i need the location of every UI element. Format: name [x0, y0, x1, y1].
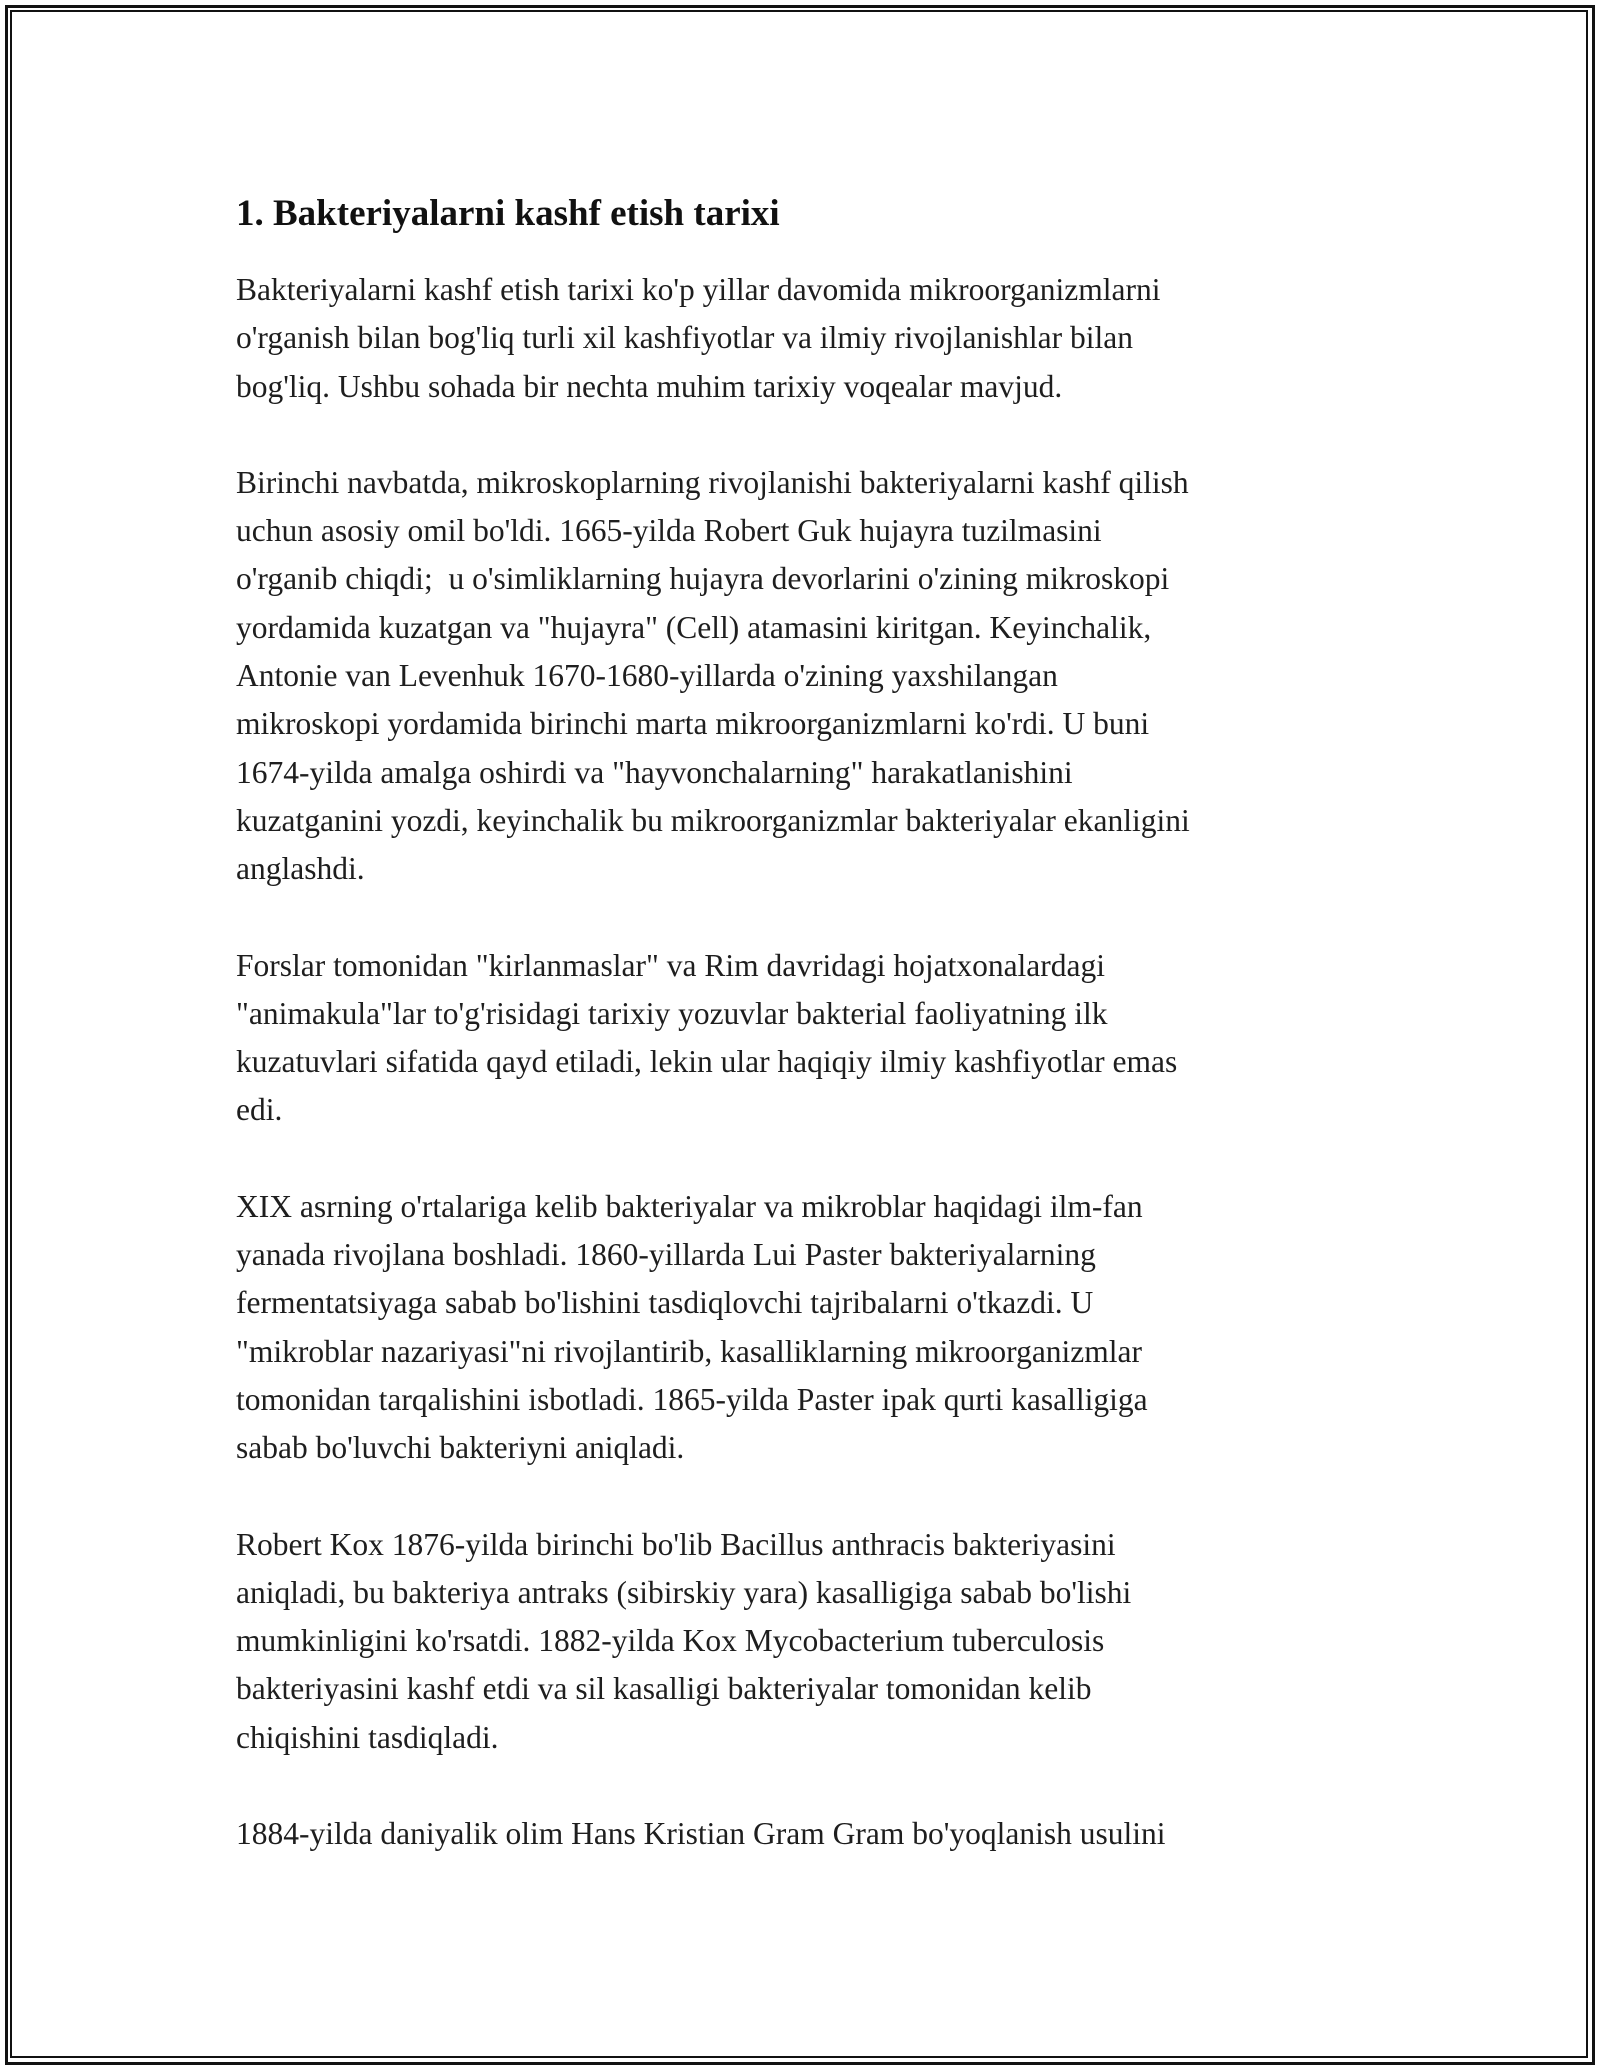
text-line: chiqishini tasdiqladi. — [236, 1719, 499, 1755]
text-line: 1674-yilda amalga oshirdi va "hayvonchalarning" harakatlanishini — [236, 754, 1073, 790]
text-line: "mikroblar nazariyasi"ni rivojlantirib, kasalliklarning mikroorganizmlar — [236, 1333, 1143, 1369]
text-line: kuzatganini yozdi, keyinchalik bu mikroorganizmlar bakteriyalar ekanligini — [236, 802, 1190, 838]
text-line: kuzatuvlari sifatida qayd etiladi, lekin ular haqiqiy ilmiy kashfiyotlar emas — [236, 1044, 1178, 1080]
text-line: Birinchi navbatda, mikroskoplarning rivojlanishi bakteriyalarni kashf qilish — [236, 464, 1189, 500]
text-line: "animakula"lar to'g'risidagi tarixiy yozuvlar bakterial faoliyatning ilk — [236, 995, 1108, 1031]
text-line: fermentatsiyaga sabab bo'lishini tasdiqlovchi tajribalarni o'tkazdi. U — [236, 1285, 1094, 1321]
paragraph-historical-records — [236, 942, 1356, 1135]
text-line: sabab bo'luvchi bakteriyni aniqladi. — [236, 1430, 685, 1466]
text-line: bog'liq. Ushbu sohada bir nechta muhim tarixiy voqealar mavjud. — [236, 368, 1063, 404]
text-line: bakteriyasini kashf etdi va sil kasalligi bakteriyalar tomonidan kelib — [236, 1671, 1092, 1707]
section-heading: 1. Bakteriyalarni kashf etish tarixi — [236, 193, 780, 234]
text-line: XIX asrning o'rtalariga kelib bakteriyalar va mikroblar haqidagi ilm-fan — [236, 1188, 1143, 1224]
paragraph-intro — [236, 266, 1356, 411]
paragraph-gram — [236, 1810, 1356, 1858]
text-line: Robert Kox 1876-yilda birinchi bo'lib Bacillus anthracis bakteriyasini — [236, 1526, 1116, 1562]
text-line: yanada rivojlana boshladi. 1860-yillarda Lui Paster bakteriyalarning — [236, 1237, 1096, 1273]
text-line: Bakteriyalarni kashf etish tarixi ko'p yillar davomida mikroorganizmlarni — [236, 272, 1161, 307]
paragraph-koch — [236, 1521, 1356, 1762]
text-line: tomonidan tarqalishini isbotladi. 1865-yilda Paster ipak qurti kasalligiga — [236, 1381, 1148, 1417]
text-line: anglashdi. — [236, 851, 365, 887]
paragraph-microscopes — [236, 459, 1356, 894]
text-line: Antonie van Levenhuk 1670-1680-yillarda o'zining yaxshilangan — [236, 658, 1058, 694]
paragraph-pasteur — [236, 1183, 1356, 1473]
text-line: Forslar tomonidan "kirlanmaslar" va Rim davridagi hojatxonalardagi — [236, 947, 1106, 983]
text-line: aniqladi, bu bakteriya antraks (sibirskiy yara) kasalligiga sabab bo'lishi — [236, 1574, 1132, 1610]
text-line: o'rganib chiqdi; u o'simliklarning hujayra devorlarini o'zining mikroskopi — [236, 561, 1170, 597]
text-line: uchun asosiy omil bo'ldi. 1665-yilda Robert Guk hujayra tuzilmasini — [236, 513, 1102, 549]
text-line: 1884-yilda daniyalik olim Hans Kristian Gram Gram bo'yoqlanish usulini — [236, 1816, 1166, 1852]
text-line: edi. — [236, 1092, 283, 1128]
text-line: yordamida kuzatgan va "hujayra" (Cell) atamasini kiritgan. Keyinchalik, — [236, 609, 1152, 645]
text-line: o'rganish bilan bog'liq turli xil kashfiyotlar va ilmiy rivojlanishlar bilan — [236, 320, 1134, 356]
document-body — [236, 186, 1356, 1906]
text-line: mikroskopi yordamida birinchi marta mikroorganizmlarni ko'rdi. U buni — [236, 706, 1150, 742]
text-line: mumkinligini ko'rsatdi. 1882-yilda Kox Mycobacterium tuberculosis — [236, 1623, 1105, 1659]
